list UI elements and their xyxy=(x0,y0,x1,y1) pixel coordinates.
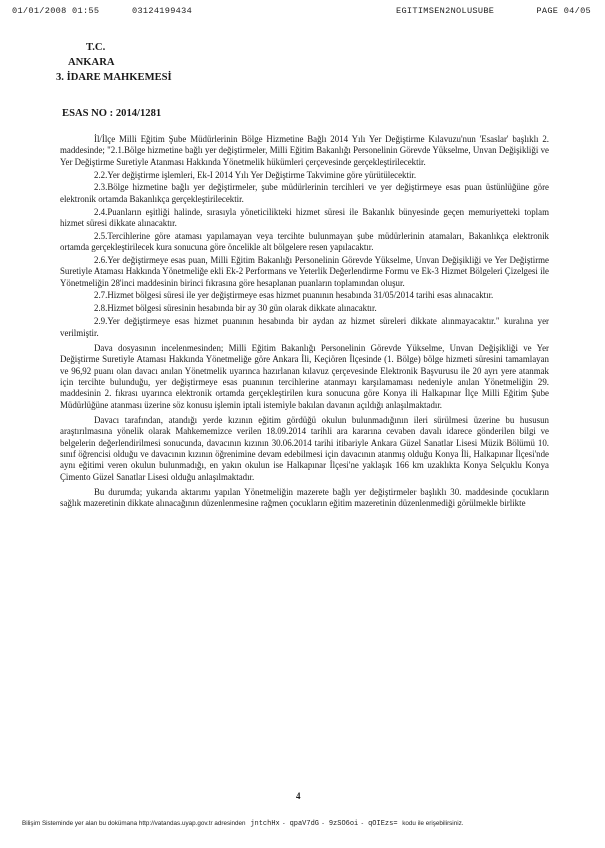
footer-code-2: qpaV7dG xyxy=(289,820,319,828)
fax-date-time: 01/01/2008 01:55 xyxy=(12,6,100,16)
paragraph: 2.3.Bölge hizmetine bağlı yer değiştirmeler, şube müdürlerinin tercihleri ve yer değiştirmeye esas puan üstünlüğüne göre elektronik ortamda Bakanlıkça gerçekleştirilecektir. xyxy=(60,182,549,204)
paragraph: 2.5.Tercihlerine göre ataması yapılamayan veya tercihte bulunmayan şube müdürlerinin atamaları, Bakanlıkça elektronik ortamda gerçekleştirilecek kura sonucuna göre öncelikle alt bölgelere resen yapılacaktır. xyxy=(60,230,549,253)
footer-prefix: Bilişim Sisteminde yer alan bu dokümana http://vatandas.uyap.gov.tr adresinden xyxy=(22,820,246,827)
paragraph: 2.9.Yer değiştirmeye esas hizmet puanının hesabında bir aydan az hizmet süreleri dikkate alınmayacaktır." kuralına yer verilmiştir. xyxy=(60,316,549,338)
paragraph: Dava dosyasının incelenmesinden; Milli Eğitim Bakanlığı Personelinin Görevde Yükselme, Unvan Değişikliği ve Yer Değiştirme Suretiyle Ataması Hakkında Yönetmeliğe göre Ankara İli, Keçiören İlçesinde (1. Bölge) bölge hizmeti süresini tamamlayan ve 96,92 puanı olan davacı anılan Yönetmelik uyarınca hazırlanan kılavuz çerçevesinde Elektronik Başvurusu ile 20 ayrı yere atanmak için tercihte bulunduğu, yer değiştirmeye esas puanının tercihlerine atanmayı karşılamaması nedeniyle anılan Yönetmeliğin 29. maddesinin 2. fıkrası uyarınca elektronik ortamda gerçekleştirilen kura sonucuna göre Konya ili Halkapınar İlçe Milli Eğitim Şube Müdürlüğüne atanması üzerine söz konusu işlemin iptali istemiyle bakılan davanın açıldığı anlaşılmaktadır. xyxy=(60,342,549,410)
fax-page: PAGE 04/05 xyxy=(536,6,591,16)
footer-code-4: qOIEzs= xyxy=(368,820,398,828)
paragraph: 2.4.Puanların eşitliği halinde, sırasıyla yöneticilikteki hizmet süresi ile Bakanlık bünyesinde geçen memuriyetteki toplam hizmet süresi dikkate alınacaktır. xyxy=(60,206,549,228)
fax-number: 03124199434 xyxy=(132,6,193,16)
court-city: ANKARA xyxy=(68,57,115,68)
fax-header xyxy=(12,6,591,20)
footer-code-3: 9zSO6oi xyxy=(328,820,359,828)
paragraph: 2.8.Hizmet bölgesi süresinin hesabında bir ay 30 gün olarak dikkate alınacaktır. xyxy=(94,303,377,314)
footer-code-1: jntchHx xyxy=(250,820,280,828)
paragraph: Bu durumda; yukarıda aktarımı yapılan Yönetmeliğin mazerete bağlı yer değiştirmeler başlıklı 30. maddesinde çocukların sağlık mazeretinin dikkate alınacağının düzenlenmesine rağmen çocukların eğitim mazeretinin düzenlenmediği görülmekle birlikte xyxy=(60,486,549,509)
court-name: 3. İDARE MAHKEMESİ xyxy=(56,72,172,83)
case-number: ESAS NO : 2014/1281 xyxy=(62,108,162,119)
footer-suffix: kodu ile erişebilirsiniz. xyxy=(402,820,464,827)
paragraph: Davacı tarafından, atandığı yerde kızının eğitim gördüğü okulun bulunmadığının ileri sürülmesi üzerine bu hususun araştırılmasına yönelik olarak Mahkememizce verilen 18.09.2014 tarihli ara kararına cevaben davalı idarece gönderilen bilgi ve belgelerin değerlendirilmesi sonucunda, davacının kızının 30.06.2014 tarihi itibariyle Ankara Güzel Sanatlar Lisesi Müzik Bölümü 10. sınıf öğrencisi olduğu ve davacının kızının öğrenimine devam edebilmesi için davacının atanmış olduğu Konya İli, Halkapınar İlçesi'nde aynı eğitimi veren okulun bulunmadığı, en yakın okulun ise Halkapınar İlçesi'ne yaklaşık 166 km uzaklıkta Konya Selçuklu Konya Çimento Güzel Sanatlar Lisesi olduğu anlaşılmaktadır. xyxy=(60,414,549,482)
fax-sender: EGITIMSEN2NOLUSUBE xyxy=(396,6,495,16)
court-country: T.C. xyxy=(86,42,106,53)
paragraph: İl/İlçe Milli Eğitim Şube Müdürlerinin Bölge Hizmetine Bağlı 2014 Yılı Yer Değiştirme Kılavuzu'nun 'Esaslar' başlıklı 2. maddesinde; "2.1.Bölge hizmetine bağlı yer değiştirmeler, Milli Eğitim Bakanlığı Personelinin Görevde Yükselme, Unvan Değişikliği ve Yer Değiştirme Suretiyle Atanması Hakkında Yönetmelik hükümleri çerçevesinde gerçekleştirilecektir. xyxy=(60,134,549,167)
footer: Bilişim Sisteminde yer alan bu dokümana http://vatandas.uyap.gov.tr adresinden jntchHx - qpaV7dG - 9zSO6oi - qOIEzs= kodu ile erişebilirsiniz. xyxy=(22,820,464,828)
paragraph: 2.7.Hizmet bölgesi süresi ile yer değiştirmeye esas hizmet puanının hesabında 31/05/2014 tarihi esas alınacaktır. xyxy=(94,290,494,301)
paragraph: 2.6.Yer değiştirmeye esas puan, Milli Eğitim Bakanlığı Personelinin Görevde Yükselme, Unvan Değişikliği ve Yer Değiştirme Suretiyle Ataması Hakkında Yönetmeliğe ekli Ek-2 Performans ve Yeterlik Değerlendirme Formu ve Ek-3 Hizmet Bölgeleri Çizelgesi ile Yönetmeliğin 28'inci maddesinin birinci fıkrasına göre hesaplanan puanların toplamından oluşur. xyxy=(60,254,549,288)
page-number: 4 xyxy=(296,791,301,801)
document-body xyxy=(60,134,549,511)
court-heading xyxy=(56,40,172,85)
paragraph: 2.2.Yer değiştirme işlemleri, Ek-I 2014 Yılı Yer Değiştirme Takvimine göre yürütülecektir. xyxy=(94,169,417,180)
